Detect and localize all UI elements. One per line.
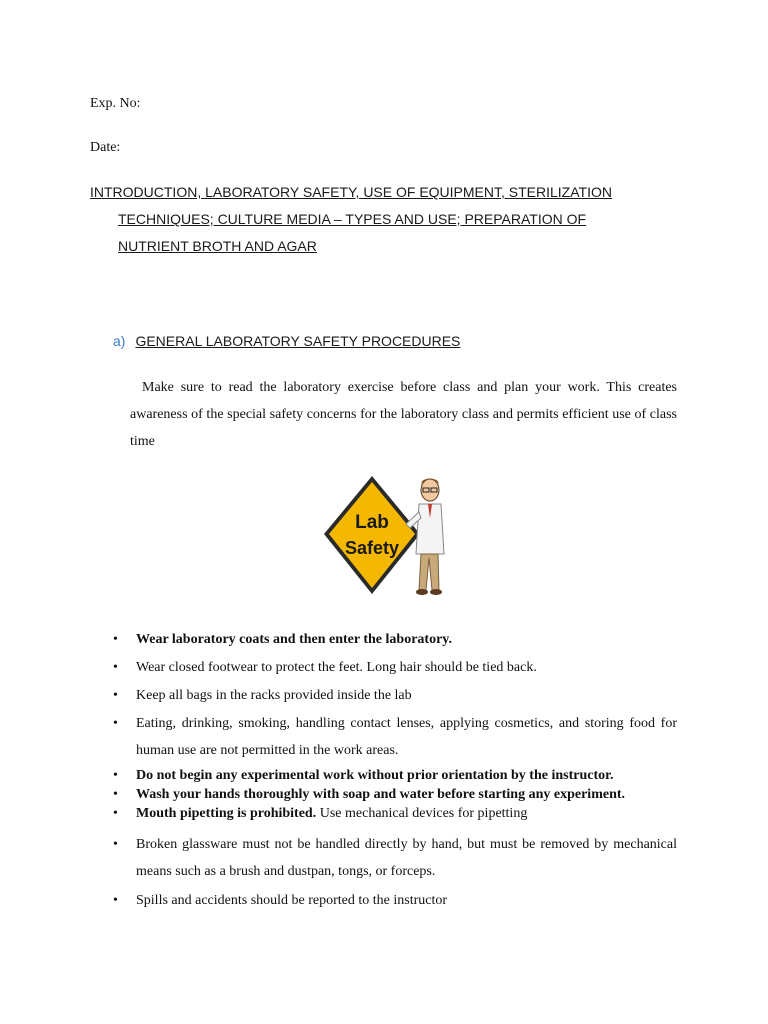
bullet-text: Eating, drinking, smoking, handling contact lenses, applying cosmetics, and storing food for human use are not permitted in the work areas. — [136, 716, 677, 758]
bullet-bold-text: Wear laboratory coats and then enter the laboratory. — [136, 632, 453, 647]
list-item — [113, 804, 677, 823]
list-item — [113, 785, 677, 804]
bullet-bold-text: Mouth pipetting is prohibited. — [136, 806, 317, 821]
bullet-marker: • — [113, 893, 118, 908]
lab-safety-illustration — [320, 472, 452, 600]
intro-paragraph: Make sure to read the laboratory exercise before class and plan your work. This creates awareness of the special safety concerns for the laboratory class and permits efficient use of class time — [130, 380, 677, 449]
bullet-text: Broken glassware must not be handled directly by hand, but must be removed by mechanical means such as a brush and dustpan, tongs, or forceps. — [136, 837, 677, 879]
sign-text-lab: Lab — [355, 512, 389, 533]
bullet-marker: • — [113, 688, 118, 703]
title-line-1: INTRODUCTION, LABORATORY SAFETY, USE OF EQUIPMENT, STERILIZATION — [90, 184, 612, 200]
list-item — [113, 766, 677, 785]
bullet-text: Spills and accidents should be reported to the instructor — [136, 893, 448, 908]
list-item — [113, 682, 677, 709]
bullet-marker: • — [113, 768, 118, 783]
bullet-bold-text: Wash your hands thoroughly with soap and water before starting any experiment. — [136, 787, 626, 802]
bullet-marker: • — [113, 716, 118, 731]
lab-safety-sign — [324, 476, 420, 594]
bullet-marker: • — [113, 660, 118, 675]
bullet-bold-text: Do not begin any experimental work without prior orientation by the instructor. — [136, 768, 614, 783]
list-item — [113, 831, 677, 885]
list-item — [113, 887, 677, 914]
date-label: Date: — [90, 140, 121, 155]
bullet-marker: • — [113, 806, 118, 821]
section-title: GENERAL LABORATORY SAFETY PROCEDURES — [135, 333, 461, 349]
bullet-text: Wear closed footwear to protect the feet. Long hair should be tied back. — [136, 660, 537, 675]
list-item — [113, 626, 677, 653]
exp-no-label: Exp. No: — [90, 96, 141, 111]
bullet-text: Keep all bags in the racks provided inside the lab — [136, 688, 412, 703]
bullet-marker: • — [113, 837, 118, 852]
title-line-3: NUTRIENT BROTH AND AGAR — [118, 238, 317, 254]
section-marker: a) — [113, 333, 126, 349]
section-heading — [113, 332, 460, 350]
bullet-marker: • — [113, 632, 118, 647]
title-line-2: TECHNIQUES; CULTURE MEDIA – TYPES AND USE; PREPARATION OF — [118, 211, 587, 227]
list-item — [113, 710, 677, 764]
bullet-marker: • — [113, 787, 118, 802]
sign-text-safety: Safety — [344, 538, 400, 558]
list-item — [113, 654, 677, 681]
sign-diamond — [329, 482, 415, 588]
bullet-text: Use mechanical devices for pipetting — [316, 806, 528, 821]
